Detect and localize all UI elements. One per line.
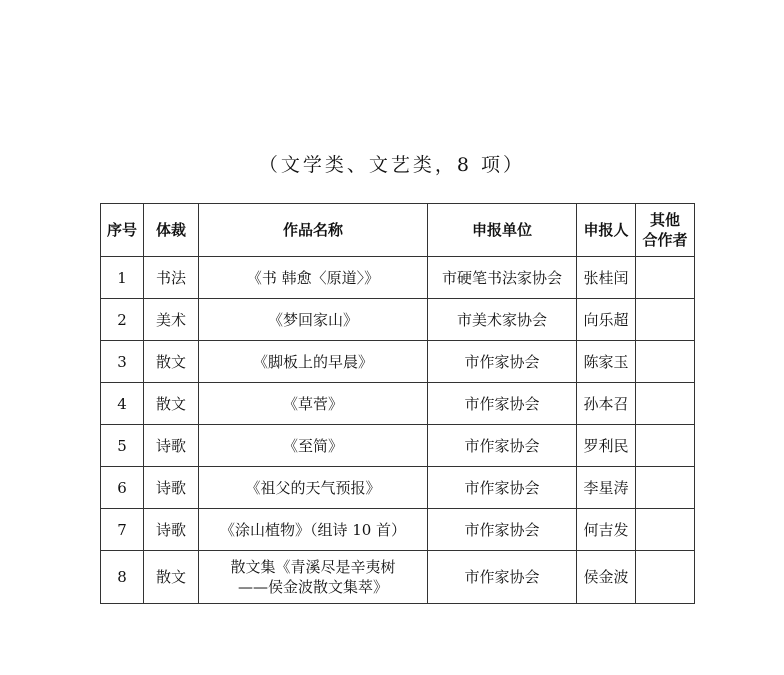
table-header-row xyxy=(101,204,695,257)
table-row xyxy=(101,509,695,551)
cell-title-line2: ——侯金波散文集萃》 xyxy=(237,578,388,596)
cell-title: 《草菅》 xyxy=(199,383,428,425)
cell-title xyxy=(199,551,428,604)
cell-no: 5 xyxy=(101,425,144,467)
cell-title: 《梦回家山》 xyxy=(199,299,428,341)
cell-other xyxy=(636,425,695,467)
header-title: 作品名称 xyxy=(199,204,428,257)
cell-unit: 市作家协会 xyxy=(428,341,577,383)
cell-genre: 诗歌 xyxy=(144,467,199,509)
cell-other xyxy=(636,341,695,383)
cell-other xyxy=(636,509,695,551)
cell-title: 《至简》 xyxy=(199,425,428,467)
cell-person: 向乐超 xyxy=(577,299,636,341)
cell-person: 李星涛 xyxy=(577,467,636,509)
cell-no: 3 xyxy=(101,341,144,383)
cell-unit: 市作家协会 xyxy=(428,425,577,467)
cell-person: 陈家玉 xyxy=(577,341,636,383)
cell-no: 8 xyxy=(101,551,144,604)
header-genre: 体裁 xyxy=(144,204,199,257)
cell-genre: 散文 xyxy=(144,551,199,604)
cell-no: 1 xyxy=(101,257,144,299)
header-no: 序号 xyxy=(101,204,144,257)
cell-other xyxy=(636,467,695,509)
cell-person: 孙本召 xyxy=(577,383,636,425)
cell-unit: 市硬笔书法家协会 xyxy=(428,257,577,299)
cell-person: 张桂闰 xyxy=(577,257,636,299)
cell-unit: 市美术家协会 xyxy=(428,299,577,341)
header-person: 申报人 xyxy=(577,204,636,257)
cell-title-line1: 散文集《青溪尽是辛夷树 xyxy=(230,558,396,576)
cell-title: 《脚板上的早晨》 xyxy=(199,341,428,383)
table-row xyxy=(101,257,695,299)
table-row xyxy=(101,383,695,425)
cell-genre: 诗歌 xyxy=(144,509,199,551)
cell-genre: 诗歌 xyxy=(144,425,199,467)
cell-title: 《祖父的天气预报》 xyxy=(199,467,428,509)
header-other-line2: 合作者 xyxy=(642,231,688,249)
cell-unit: 市作家协会 xyxy=(428,467,577,509)
cell-person: 侯金波 xyxy=(577,551,636,604)
table-row xyxy=(101,299,695,341)
awards-table xyxy=(100,203,695,604)
cell-no: 6 xyxy=(101,467,144,509)
cell-genre: 散文 xyxy=(144,383,199,425)
cell-unit: 市作家协会 xyxy=(428,509,577,551)
cell-other xyxy=(636,299,695,341)
header-other-line1: 其他 xyxy=(649,211,680,229)
cell-genre: 散文 xyxy=(144,341,199,383)
cell-title: 《涂山植物》（组诗 10 首） xyxy=(199,509,428,551)
cell-other xyxy=(636,383,695,425)
cell-person: 何吉发 xyxy=(577,509,636,551)
cell-no: 2 xyxy=(101,299,144,341)
cell-other xyxy=(636,257,695,299)
cell-person: 罗利民 xyxy=(577,425,636,467)
table-caption: （文学类、文艺类，8 项） xyxy=(258,154,526,176)
cell-no: 7 xyxy=(101,509,144,551)
cell-unit: 市作家协会 xyxy=(428,383,577,425)
table-row xyxy=(101,425,695,467)
cell-genre: 美术 xyxy=(144,299,199,341)
cell-genre: 书法 xyxy=(144,257,199,299)
cell-title: 《书 韩愈〈原道〉》 xyxy=(199,257,428,299)
cell-no: 4 xyxy=(101,383,144,425)
header-unit: 申报单位 xyxy=(428,204,577,257)
header-other xyxy=(636,204,695,257)
table-row xyxy=(101,341,695,383)
cell-unit: 市作家协会 xyxy=(428,551,577,604)
table-row xyxy=(101,467,695,509)
table-row xyxy=(101,551,695,604)
cell-other xyxy=(636,551,695,604)
